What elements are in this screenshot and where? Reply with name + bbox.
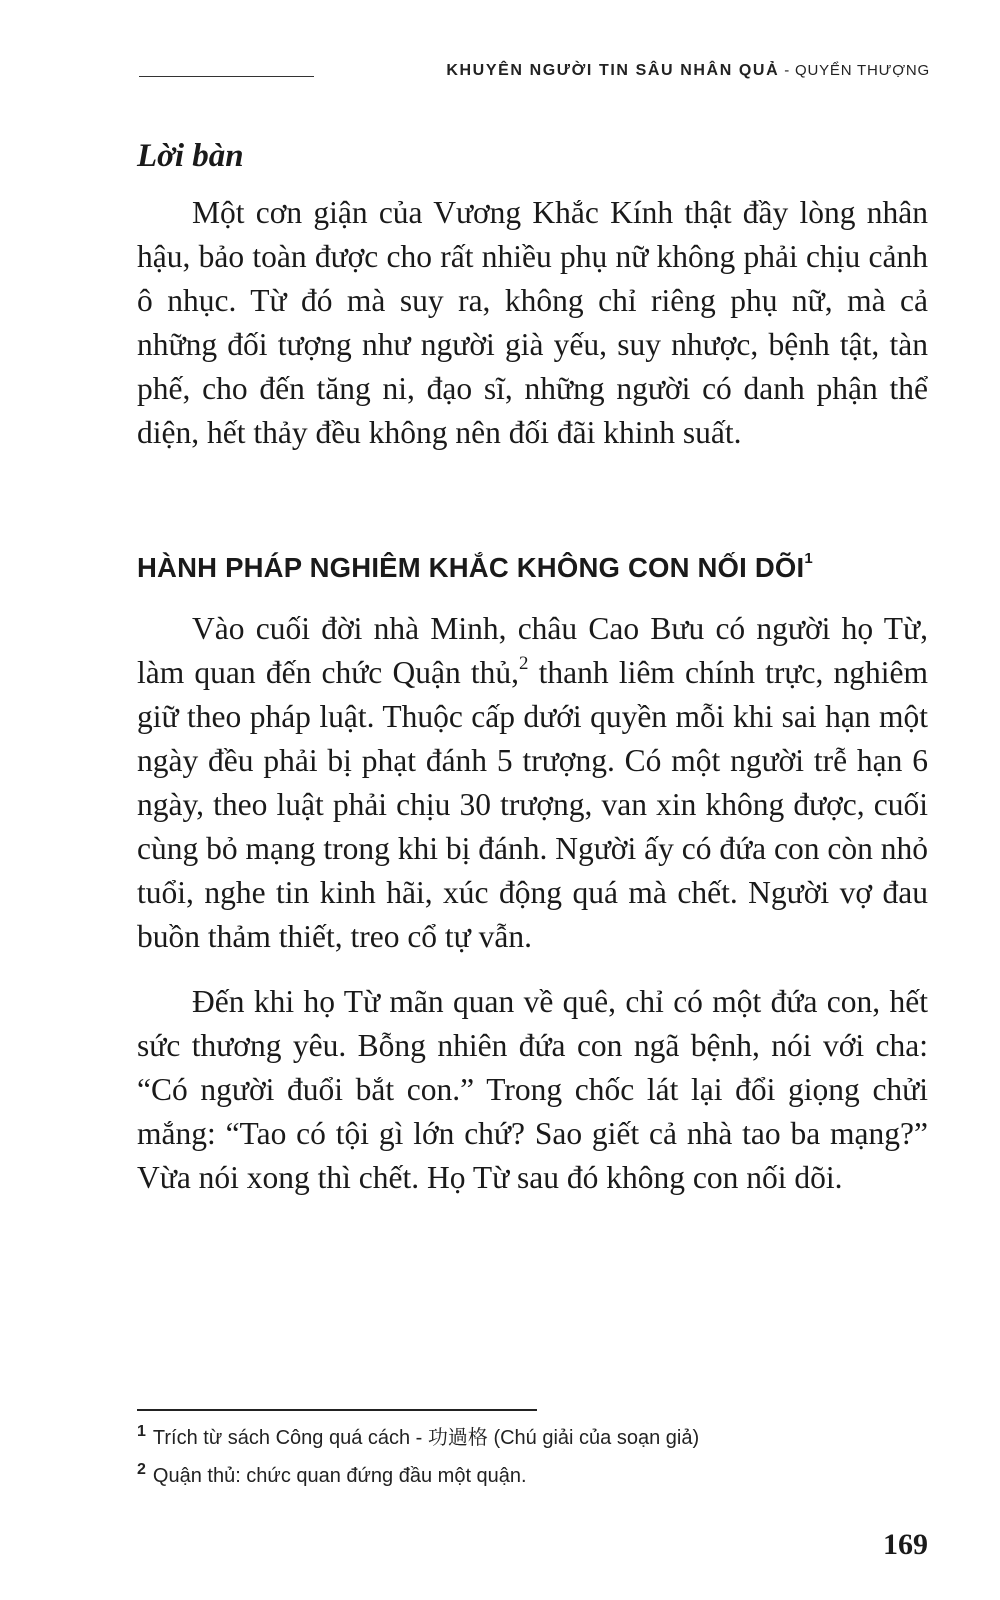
story-paragraph-2: Đến khi họ Từ mãn quan về quê, chỉ có một đứa con, hết sức thương yêu. Bỗng nhiên đứa con ngã bệnh, nói với cha: “Có người đuổi bắt con.” Trong chốc lát lại đổi giọng chửi mắng: “Tao có tội gì lớn chứ? Sao giết cả nhà tao ba mạng?” Vừa nói xong thì chết. Họ Từ sau đó không con nối dõi.	[137, 984, 928, 1195]
running-header-book-title: KHUYÊN NGƯỜI TIN SÂU NHÂN QUẢ	[446, 62, 780, 79]
page-number: 169	[883, 1528, 928, 1561]
running-header	[446, 62, 930, 80]
footnote-rule	[137, 1409, 537, 1411]
footnote-1	[137, 1415, 928, 1453]
footnote-1-mark: 1	[137, 1423, 146, 1440]
header-rule	[139, 76, 314, 77]
footnotes	[137, 1415, 928, 1491]
section-title-footnote-ref: 1	[804, 550, 813, 567]
story-block	[137, 607, 928, 1200]
story-paragraph-1	[137, 607, 928, 959]
footnote-2-mark: 2	[137, 1461, 146, 1478]
section-title-text: HÀNH PHÁP NGHIÊM KHẮC KHÔNG CON NỐI DÕI	[137, 552, 805, 583]
footnote-2-text: Quận thủ: chức quan đứng đầu một quận.	[152, 1465, 527, 1487]
footnote-2	[137, 1453, 928, 1491]
section-title	[137, 552, 813, 584]
running-header-volume: QUYỂN THƯỢNG	[794, 62, 930, 79]
story-p1-after-note: thanh liêm chính trực, nghiêm giữ theo pháp luật. Thuộc cấp dưới quyền mỗi khi sai hạn một ngày đều phải bị phạt đánh 5 trượng. Có một người trễ hạn 6 ngày, theo luật phải chịu 30 trượng, van xin không được, cuối cùng bỏ mạng trong khi bị đánh. Người ấy có đứa con còn nhỏ tuổi, nghe tin kinh hãi, xúc động quá mà chết. Người vợ đau buồn thảm thiết, treo cổ tự vẫn.	[137, 655, 928, 954]
story-p1-footnote-ref: 2	[519, 652, 529, 674]
running-header-separator: -	[779, 62, 795, 79]
commentary-heading: Lời bàn	[137, 138, 244, 174]
story-p1-before-note: Vào cuối đời nhà Minh, châu Cao Bưu có người họ Từ, làm quan đến chức Quận thủ,	[137, 611, 928, 690]
commentary-paragraph: Một cơn giận của Vương Khắc Kính thật đầy lòng nhân hậu, bảo toàn được cho rất nhiều phụ nữ không phải chịu cảnh ô nhục. Từ đó mà suy ra, không chỉ riêng phụ nữ, mà cả những đối tượng như người già yếu, suy nhược, bệnh tật, tàn phế, cho đến tăng ni, đạo sĩ, những người có danh phận thể diện, hết thảy đều không nên đối đãi khinh suất.	[137, 195, 928, 450]
commentary-block	[137, 191, 928, 455]
footnote-1-text: Trích từ sách Công quá cách - 功過格 (Chú giải của soạn giả)	[152, 1427, 700, 1449]
